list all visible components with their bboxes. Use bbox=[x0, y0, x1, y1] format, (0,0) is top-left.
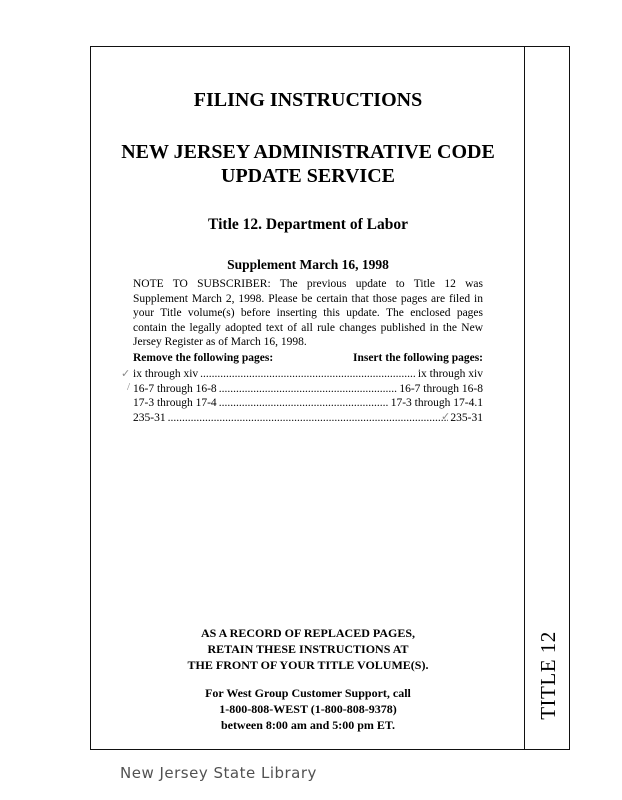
supplement-date: Supplement March 16, 1998 bbox=[227, 257, 389, 272]
insert-pages: 16-7 through 16-8 bbox=[399, 382, 483, 395]
check-mark-icon: / bbox=[127, 381, 131, 393]
check-mark-icon: ✓ bbox=[121, 368, 131, 380]
support-line2: 1-800-808-WEST (1-800-808-9378) bbox=[219, 702, 397, 716]
remove-pages: 17-3 through 17-4 bbox=[133, 397, 217, 409]
remove-pages: 235-31 bbox=[133, 411, 166, 424]
support-line3: between 8:00 am and 5:00 pm ET. bbox=[220, 718, 396, 732]
library-stamp: New Jersey State Library bbox=[120, 764, 317, 782]
record-line1: AS A RECORD OF REPLACED PAGES, bbox=[200, 626, 416, 640]
record-line3: THE FRONT OF YOUR TITLE VOLUME(S). bbox=[187, 658, 429, 672]
page-columns-header bbox=[133, 352, 483, 364]
insert-pages: 17-3 through 17-4.1 bbox=[390, 397, 483, 409]
list-item bbox=[133, 396, 483, 411]
insert-pages: ix through xiv bbox=[417, 368, 483, 380]
insert-pages: 235-31 bbox=[450, 411, 483, 424]
remove-pages: ix through xiv bbox=[133, 368, 199, 380]
check-mark-icon: ✓ bbox=[441, 411, 451, 423]
list-item bbox=[133, 367, 483, 382]
record-line2: RETAIN THESE INSTRUCTIONS AT bbox=[207, 642, 409, 656]
subscriber-note: NOTE TO SUBSCRIBER: The previous update to Title 12 was Supplement March 2, 1998. Please be certain that those pages are filed in your Title volume(s) before inserting this update. The enclosed pages contain the legally adopted text of all rule changes published in the New Jersey Register as of March 16, 1998. bbox=[133, 278, 483, 349]
page-list bbox=[133, 367, 483, 425]
code-title-line1: NEW JERSEY ADMINISTRATIVE CODE bbox=[121, 141, 495, 163]
code-title-line2: UPDATE SERVICE bbox=[221, 165, 395, 187]
title-tab bbox=[527, 600, 569, 750]
leader-dots bbox=[200, 367, 416, 382]
list-item bbox=[133, 382, 483, 397]
remove-pages: 16-7 through 16-8 bbox=[133, 382, 217, 395]
title-line: Title 12. Department of Labor bbox=[208, 216, 408, 233]
tab-divider bbox=[524, 47, 525, 749]
support-line1: For West Group Customer Support, call bbox=[205, 686, 411, 700]
code-title bbox=[92, 140, 524, 188]
heading: FILING INSTRUCTIONS bbox=[193, 89, 423, 111]
customer-support bbox=[92, 685, 524, 733]
remove-header: Remove the following pages: bbox=[133, 352, 274, 364]
title-tab-label: TITLE 12 bbox=[535, 630, 560, 720]
record-notice bbox=[92, 625, 524, 673]
list-item bbox=[133, 411, 483, 426]
leader-dots bbox=[219, 396, 389, 411]
leader-dots bbox=[219, 382, 398, 397]
leader-dots bbox=[168, 411, 449, 426]
insert-header: Insert the following pages: bbox=[352, 352, 483, 364]
